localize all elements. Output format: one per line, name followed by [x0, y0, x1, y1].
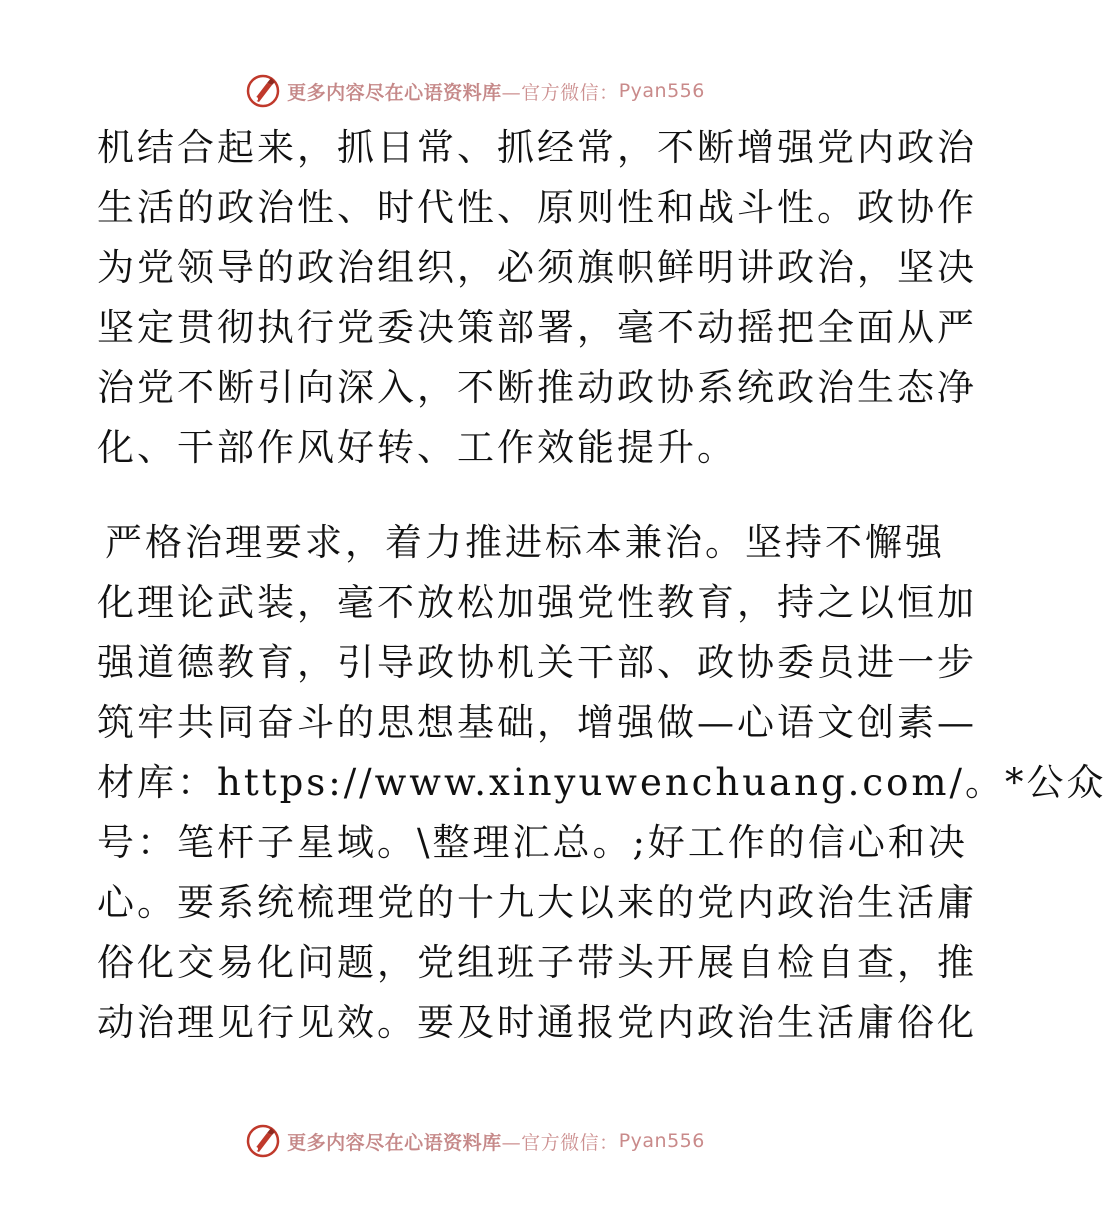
text-line: 为党领导的政治组织，必须旗帜鲜明讲政治，坚决: [97, 246, 977, 289]
text-line: 号：笔杆子星域。\整理汇总。;好工作的信心和决: [97, 821, 968, 864]
text-line: 生活的政治性、时代性、原则性和战斗性。政协作: [97, 186, 977, 229]
header-watermark: [0, 71, 950, 111]
watermark-library-text: 更多内容尽在心语资料库: [287, 1131, 502, 1154]
footer-watermark: [0, 1121, 950, 1161]
text-line: 治党不断引向深入，不断推动政协系统政治生态净: [97, 366, 977, 409]
watermark-account-id: Pyan556: [618, 80, 705, 102]
text-line: 化、干部作风好转、工作效能提升。: [97, 426, 737, 469]
quill-pen-logo-icon: [245, 1123, 281, 1159]
watermark-contact-text: —官方微信：: [501, 1131, 619, 1154]
watermark-library-text: 更多内容尽在心语资料库: [287, 81, 502, 104]
text-line: 筑牢共同奋斗的思想基础，增强做—心语文创素—: [97, 701, 977, 744]
watermark-account-id: Pyan556: [618, 1130, 705, 1152]
paragraph-spacer: [97, 478, 857, 513]
text-line: 材库：https://www.xinyuwenchuang.com/。*公众: [97, 761, 1106, 804]
document-body: [97, 118, 1106, 1053]
text-line: 心。要系统梳理党的十九大以来的党内政治生活庸: [97, 881, 977, 924]
text-line: 俗化交易化问题，党组班子带头开展自检自查，推: [97, 941, 977, 984]
text-line: 强道德教育，引导政协机关干部、政协委员进一步: [97, 641, 977, 684]
text-line: 坚定贯彻执行党委决策部署，毫不动摇把全面从严: [97, 306, 977, 349]
quill-pen-logo-icon: [245, 73, 281, 109]
text-line: 化理论武装，毫不放松加强党性教育，持之以恒加: [97, 581, 977, 624]
text-line: 严格治理要求，着力推进标本兼治。坚持不懈强: [105, 521, 945, 564]
watermark-contact-text: —官方微信：: [501, 81, 619, 104]
paragraph-2: [97, 513, 1106, 1053]
text-line: 动治理见行见效。要及时通报党内政治生活庸俗化: [97, 1001, 977, 1044]
paragraph-1: [97, 118, 977, 478]
text-line: 机结合起来，抓日常、抓经常，不断增强党内政治: [97, 126, 977, 169]
